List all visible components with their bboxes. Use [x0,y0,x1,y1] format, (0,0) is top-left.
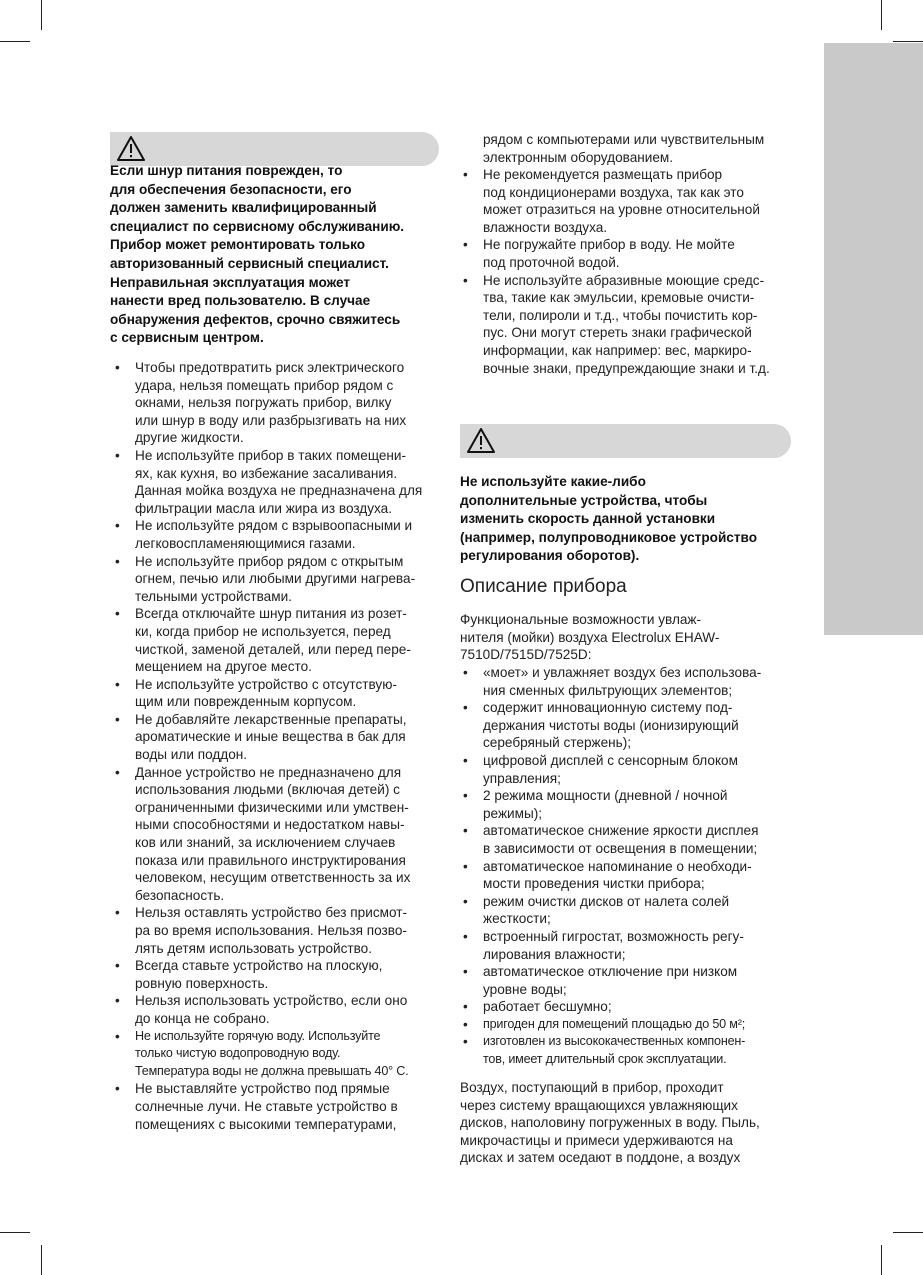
list-item-line: • Не используйте прибор в таких помещени- [135,447,407,463]
warning-line: Неправильная эксплуатация может [110,274,351,290]
list-item-line: фильтрации масла или жира из воздуха. [135,500,392,516]
list-item-line: • Не выставляйте устройство под прямые [135,1081,390,1097]
list-item-line: безопасность. [135,887,225,903]
list-item-line: • изготовлен из высококачественных компонен- [483,1034,746,1049]
warning-line: (например, полупроводниковое устройство [460,529,757,545]
list-item-line: серебряный стержень); [483,735,632,751]
list-item [115,359,422,447]
list-item [463,664,761,699]
list-item-line: • «моет» и увлажняет воздух без использова- [483,665,762,680]
list-item-line: • Не используйте горячую воду. Используйте [135,1028,381,1043]
list-item-line: использования людьми (включая детей) с [135,782,400,798]
list-item-line: может отразиться на уровне относительной [483,202,760,218]
list-item-line: • автоматическое снижение яркости дисплея [483,823,759,839]
section-side-tab [824,43,923,635]
list-item-line: или шнур в воду или разбрызгивать на них [135,412,407,428]
list-item-line: под кондиционерами воздуха, так как это [483,184,744,200]
list-item-line: • Чтобы предотвратить риск электрического [135,360,405,375]
list-item-line: щим или поврежденным корпусом. [135,694,357,710]
list-item-line: • 2 режима мощности (дневной / ночной [483,788,728,804]
crop-mark [0,41,30,42]
list-item-line: • встроенный гигростат, возможность регу- [483,928,744,944]
list-item-line: тельными устройствами. [135,588,292,604]
list-item [115,764,422,905]
list-item-line: тов, имеет длительный срок эксплуатации. [483,1052,727,1067]
safety-instructions-list-continued [463,166,770,377]
list-item-line: • режим очистки дисков от налета солей [483,893,730,909]
list-item-line: пус. Они могут стереть знаки графической [483,325,752,341]
list-item-line: • пригоден для помещений площадью до 50 м²; [483,1016,745,1031]
features-list [463,664,761,1069]
text-line: Воздух, поступающий в прибор, проходит [460,1080,724,1095]
list-item-line: • Нельзя оставлять устройство без присмот- [135,905,407,921]
crop-mark [881,0,882,30]
list-item [115,447,422,517]
list-item-line: окнами, нельзя погружать прибор, вилку [135,395,392,411]
list-item [115,904,422,957]
list-item-line: ровную поверхность. [135,975,269,991]
list-item [463,699,761,752]
warning-line: с сервисным центром. [110,330,264,346]
list-item-line: ароматические и иные вещества в бак для [135,729,406,745]
text-line: 7510D/7515D/7525D: [460,647,592,663]
list-item-line: Температура воды не должна превышать 40° С. [135,1063,409,1078]
list-item-line: • Не используйте рядом с взрывоопасными и [135,518,413,534]
list-item-line: ков или знаний, за исключением случаев [135,835,396,851]
list-item-line: легковоспламеняющимися газами. [135,535,356,551]
list-item [463,893,761,928]
list-item-line: управления; [483,770,561,786]
warning-line: Если шнур питания поврежден, то [110,163,343,178]
list-item-line: • содержит инновационную систему под- [483,700,733,716]
crop-mark [0,1232,30,1233]
speed-device-warning [460,473,757,566]
list-item-line: • автоматическое напоминание о необходи- [483,858,752,874]
warning-line: для обеспечения безопасности, его [110,181,352,197]
list-item-line: ограниченными физическими или умствен- [135,799,409,815]
list-item-line: • Не погружайте прибор в воду. Не мойте [483,237,735,253]
list-item-line: чисткой, заменой деталей, или перед пере- [135,641,411,657]
list-item-line: режимы); [483,805,543,821]
crop-mark [41,1245,42,1275]
warning-bar [460,424,791,458]
warning-line: изменить скорость данной установки [460,511,716,527]
list-item [463,822,761,857]
list-item [115,1028,422,1081]
list-item [115,1080,422,1133]
warning-line: специалист по сервисному обслуживанию. [110,218,405,234]
list-item-line: жесткости; [483,911,551,927]
list-item [115,553,422,606]
list-item-line: тва, такие как эмульсии, кремовые очисти- [483,290,755,306]
list-item-line: • автоматическое отключение при низком [483,964,738,980]
list-item-line: держания чистоты воды (ионизирующий [483,717,739,733]
list-item-line: • Не используйте прибор рядом с открытым [135,553,404,569]
list-item [115,711,422,764]
warning-line: регулирования оборотов). [460,548,640,564]
list-item [463,998,761,1016]
text-line: нителя (мойки) воздуха Electrolux EHAW- [460,629,720,645]
list-item-line: другие жидкости. [135,430,244,446]
list-item-line: тели, полироли и т.д., чтобы почистить кор- [483,307,758,323]
warning-triangle-icon [466,427,496,454]
safety-instructions-list [115,359,422,1133]
list-item [463,963,761,998]
list-item-line: • работает бесшумно; [483,999,612,1015]
list-item-line: ными способностями и недостатком навы- [135,817,405,833]
list-item-line: • цифровой дисплей с сенсорным блоком [483,752,738,768]
text-line: микрочастицы и примеси удерживаются на [460,1132,733,1148]
list-item [115,517,422,552]
warning-line: авторизованный сервисный специалист. [110,255,389,271]
text-line: дисках и затем оседают в поддоне, а воздух [460,1150,741,1166]
list-item-line: • Данное устройство не предназначено для [135,764,402,780]
list-item-line: ра во время использования. Нельзя позво- [135,923,407,938]
list-item-line: воды или поддон. [135,747,248,763]
text-line: дисков, наполовину погруженных в воду. Пыль, [460,1115,760,1131]
list-item-line: уровне воды; [483,981,567,997]
list-item [463,858,761,893]
list-item [115,605,422,675]
list-item [115,992,422,1027]
text-line: рядом с компьютерами или чувствительным [483,132,765,147]
list-item [463,236,770,271]
list-item-line: ки, когда прибор не используется, перед [135,623,391,639]
list-item-line: солнечные лучи. Не ставьте устройство в [135,1098,398,1114]
list-item-line: помещениях с высокими температурами, [135,1116,397,1132]
crop-mark [41,0,42,30]
warning-line: Не используйте какие-либо [460,474,646,489]
list-item-line: • Всегда отключайте шнур питания из розет- [135,606,407,622]
text-line: электронным оборудованием. [483,149,674,165]
section-title: Описание прибора [460,576,627,597]
list-item-line: мещением на другое место. [135,659,312,675]
crop-mark [893,1232,923,1233]
list-item [463,928,761,963]
warning-line: нанести вред пользователю. В случае [110,293,371,309]
list-item [463,1033,761,1068]
list-item-line: • Не используйте абразивные моющие средс- [483,272,765,288]
list-item-line: ях, как кухня, во избежание засаливания. [135,465,398,481]
list-item-line: лять детям использовать устройство. [135,940,373,956]
list-item [463,272,770,378]
warning-triangle-icon [116,135,146,162]
list-item-line: до конца не собрано. [135,1010,270,1026]
list-item-line: огнем, печью или любыми другими нагрева- [135,571,416,587]
list-item-line: • Нельзя использовать устройство, если оно [135,993,408,1009]
list-item-line: • Не рекомендуется размещать прибор [483,167,723,182]
list-item-line: • Не используйте устройство с отсутствую- [135,676,397,692]
list-item [115,957,422,992]
continuation-text [483,131,764,166]
warning-line: обнаружения дефектов, срочно свяжитесь [110,311,401,327]
intro-text [460,611,719,664]
crop-mark [893,41,923,42]
list-item [463,787,761,822]
list-item-line: вочные знаки, предупреждающие знаки и т.д. [483,360,770,376]
list-item-line: удара, нельзя помещать прибор рядом с [135,377,394,393]
warning-line: Прибор может ремонтировать только [110,237,366,253]
list-item [463,1016,761,1034]
list-item-line: лирования влажности; [483,946,626,962]
list-item-line: под проточной водой. [483,254,620,270]
list-item-line: • Всегда ставьте устройство на плоскую, [135,958,383,974]
list-item-line: информации, как например: вес, маркиро- [483,342,752,358]
power-cord-warning [110,162,404,348]
warning-line: дополнительные устройства, чтобы [460,492,708,508]
list-item-line: показа или правильного инструктирования [135,852,406,868]
list-item-line: только чистую водопроводную воду. [135,1046,341,1061]
warning-bar [110,132,439,166]
text-line: через систему вращающихся увлажняющих [460,1097,738,1113]
list-item [463,752,761,787]
list-item [463,166,770,236]
list-item-line: Данная мойка воздуха не предназначена для [135,483,423,499]
list-item [115,676,422,711]
list-item-line: в зависимости от освещения в помещении; [483,840,758,856]
warning-line: должен заменить квалифицированный [110,200,377,216]
text-line: Функциональные возможности увлаж- [460,612,702,627]
crop-mark [881,1245,882,1275]
list-item-line: человеком, несущим ответственность за их [135,870,411,886]
list-item-line: мости проведения чистки прибора; [483,876,705,892]
list-item-line: ния сменных фильтрующих элементов; [483,682,733,698]
list-item-line: влажности воздуха. [483,219,608,235]
description-text [460,1079,760,1167]
list-item-line: • Не добавляйте лекарственные препараты, [135,711,407,727]
